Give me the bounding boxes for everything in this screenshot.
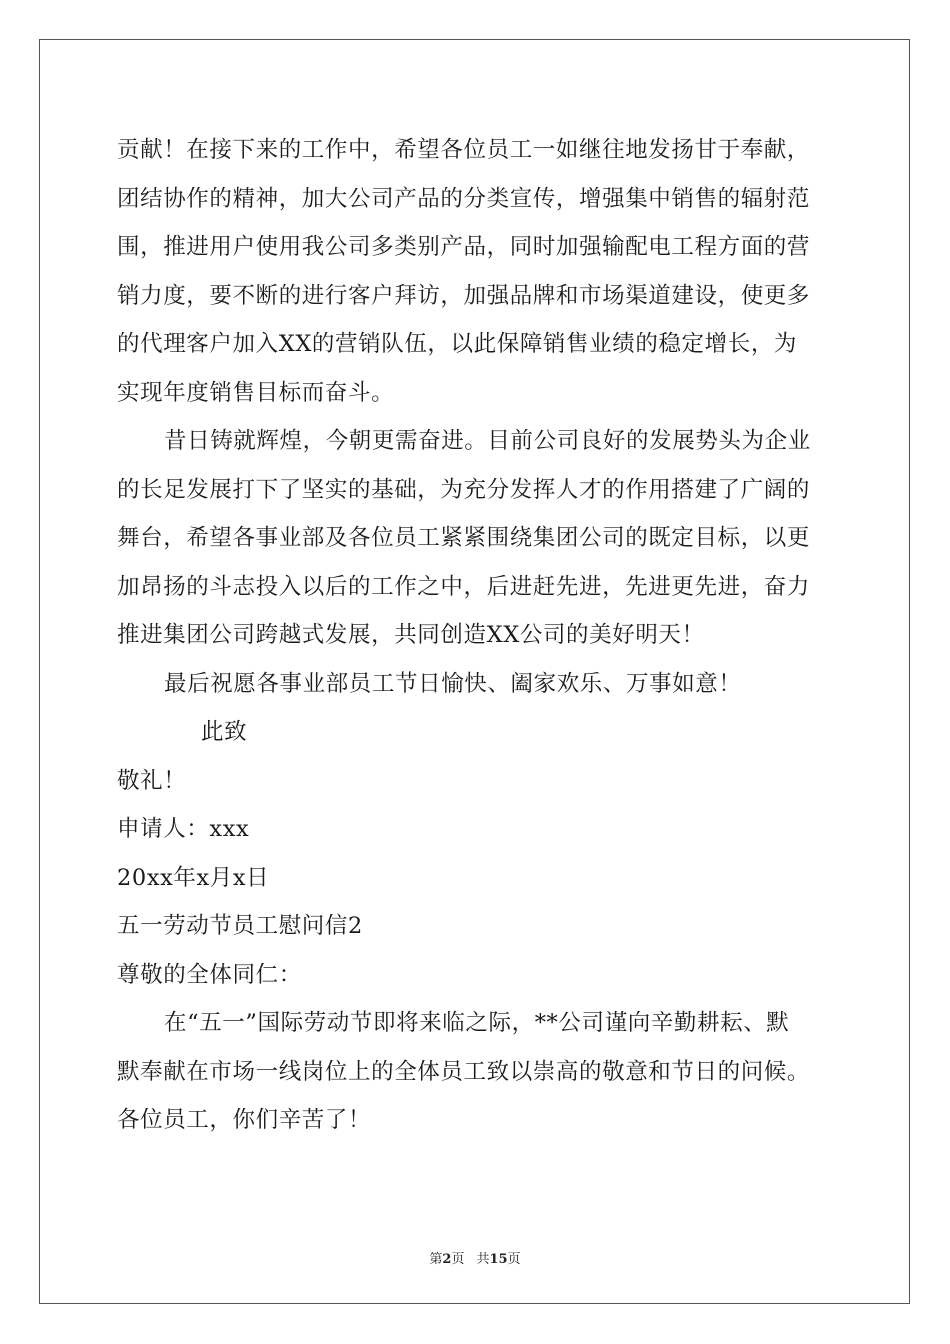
page-current: 2 (442, 1252, 452, 1267)
paragraph-line: 舞台，希望各事业部及各位员工紧紧围绕集团公司的既定目标，以更 (117, 525, 811, 551)
letter-title: 五一劳动节员工慰问信2 (117, 913, 363, 939)
total-suffix: 页 (507, 1252, 521, 1267)
closing-wishes: 最后祝愿各事业部员工节日愉快、阖家欢乐、万事如意！ (164, 670, 742, 697)
paragraph-line: 推进集团公司跨越式发展，共同创造XX公司的美好明天！ (117, 622, 705, 648)
page-total: 15 (489, 1252, 508, 1267)
document-body (117, 126, 835, 1145)
paragraph-line: 实现年度销售目标而奋斗。 (117, 379, 395, 406)
paragraph-line: 贡献！在接下来的工作中，希望各位员工一如继往地发扬甘于奉献， (117, 137, 811, 163)
salutation-regards: 敬礼！ (117, 767, 187, 794)
salutation-close: 此致 (201, 719, 248, 745)
paragraph-line: 销力度，要不断的进行客户拜访，加强品牌和市场渠道建设，使更多 (117, 282, 811, 309)
paragraph-line: 昔日铸就辉煌，今朝更需奋进。目前公司良好的发展势头为企业 (164, 428, 811, 454)
date-line: 20xx年x月x日 (117, 864, 270, 891)
paragraph-line: 默奉献在市场一线岗位上的全体员工致以崇高的敬意和节日的问候。 (117, 1058, 811, 1085)
page-footer (0, 1248, 950, 1267)
page-prefix: 第 (429, 1252, 443, 1267)
applicant-line: 申请人：xxx (117, 816, 250, 842)
paragraph-line: 的代理客户加入XX的营销队伍，以此保障销售业绩的稳定增长，为 (117, 331, 798, 357)
paragraph-line: 在“五一”国际劳动节即将来临之际，**公司谨向辛勤耕耘、默 (164, 1010, 790, 1036)
page-suffix: 页 (451, 1252, 465, 1267)
paragraph-line: 团结协作的精神，加大公司产品的分类宣传，增强集中销售的辐射范 (117, 185, 811, 212)
paragraph-line: 加昂扬的斗志投入以后的工作之中，后进赶先进，先进更先进，奋力 (117, 573, 811, 600)
paragraph-line: 的长足发展打下了坚实的基础，为充分发挥人才的作用搭建了广阔的 (117, 476, 811, 503)
total-prefix: 共 (476, 1252, 490, 1267)
paragraph-line: 各位员工，你们辛苦了！ (117, 1107, 372, 1133)
letter-greeting: 尊敬的全体同仁： (117, 961, 302, 988)
paragraph-line: 围，推进用户使用我公司多类别产品，同时加强输配电工程方面的营 (117, 234, 811, 260)
